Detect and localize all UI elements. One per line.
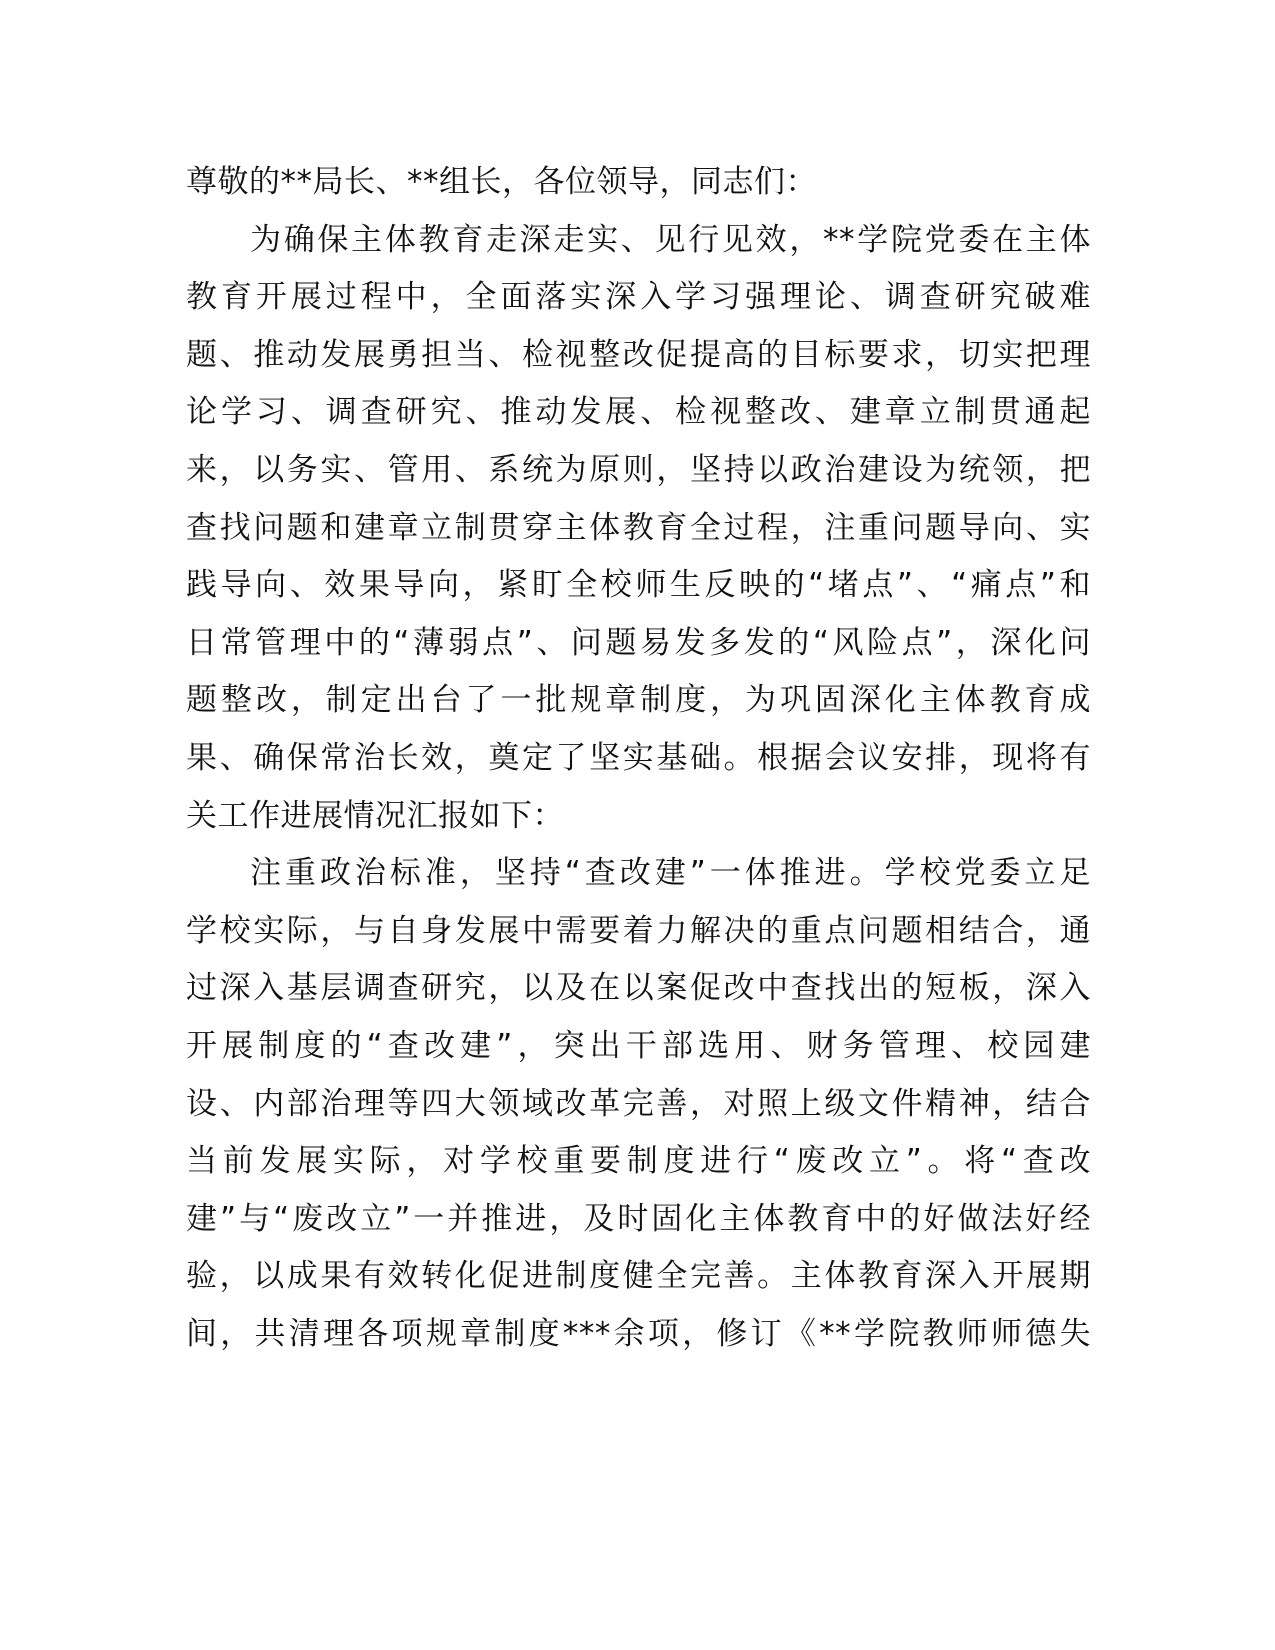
paragraph-2-line: 过深入基层调查研究，以及在以案促改中查找出的短板，深入 [186,970,1091,1007]
paragraph-1-line: 果、确保常治长效，奠定了坚实基础。根据会议安排，现将有 [186,739,1091,776]
paragraph-1-line: 为确保主体教育走深走实、见行见效，**学院党委在主体 [250,221,1091,258]
paragraph-2-line: 间，共清理各项规章制度***余项，修订《**学院教师师德失 [186,1315,1091,1352]
paragraph-1 [186,212,1091,846]
salutation: 尊敬的**局长、**组长，各位领导，同志们： [186,164,817,200]
paragraph-1-line: 践导向、效果导向，紧盯全校师生反映的“堵点”、“痛点”和 [186,567,1091,604]
paragraph-2-line: 验，以成果有效转化促进制度健全完善。主体教育深入开展期 [186,1258,1091,1295]
paragraph-2-line: 学校实际，与自身发展中需要着力解决的重点问题相结合，通 [186,912,1091,949]
paragraph-2-line: 设、内部治理等四大领域改革完善，对照上级文件精神，结合 [186,1085,1091,1122]
paragraph-1-line: 日常管理中的“薄弱点”、问题易发多发的“风险点”，深化问 [186,624,1091,661]
paragraph-1-line: 题整改，制定出台了一批规章制度，为巩固深化主体教育成 [186,682,1091,719]
paragraph-1-line: 查找问题和建章立制贯穿主体教育全过程，注重问题导向、实 [186,509,1091,546]
paragraph-1-line: 教育开展过程中，全面落实深入学习强理论、调查研究破难 [186,279,1091,316]
document-body [186,154,1091,1363]
paragraph-2-line: 当前发展实际，对学校重要制度进行“废改立”。将“查改 [186,1143,1091,1180]
paragraph-1-line: 来，以务实、管用、系统为原则，坚持以政治建设为统领，把 [186,451,1091,488]
paragraph-1-line: 关工作进展情况汇报如下： [186,797,564,834]
paragraph-1-line: 题、推动发展勇担当、检视整改促提高的目标要求，切实把理 [186,336,1091,373]
paragraph-2-line: 注重政治标准，坚持“查改建”一体推进。学校党委立足 [250,855,1091,892]
paragraph-2 [186,845,1091,1363]
paragraph-2-line: 开展制度的“查改建”，突出干部选用、财务管理、校园建 [186,1027,1091,1064]
paragraph-1-line: 论学习、调查研究、推动发展、检视整改、建章立制贯通起 [186,394,1091,431]
paragraph-2-line: 建”与“废改立”一并推进，及时固化主体教育中的好做法好经 [186,1200,1091,1237]
